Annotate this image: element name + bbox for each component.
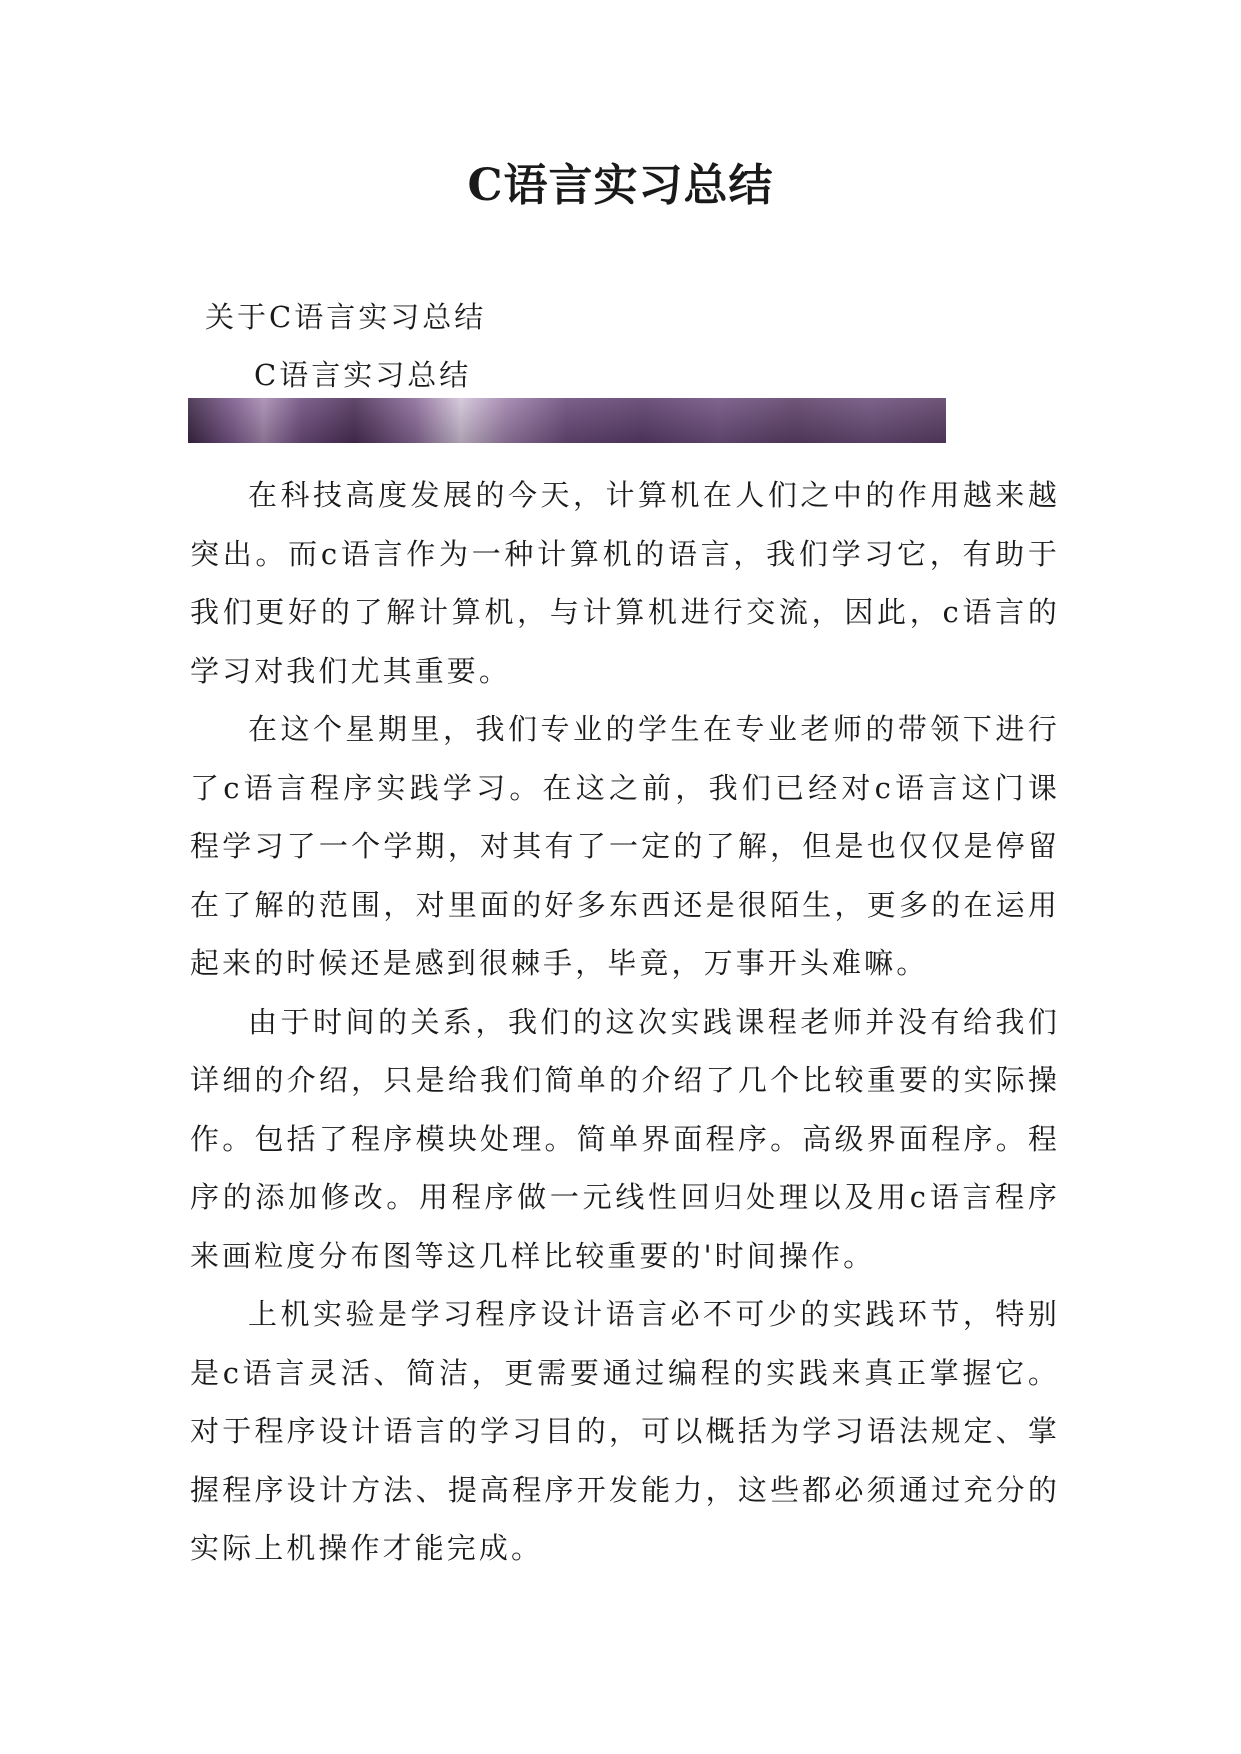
subheading-about: 关于C语言实习总结 [205,300,487,334]
document-title: C语言实习总结 [467,160,774,211]
paragraph: 由于时间的关系，我们的这次实践课程老师并没有给我们详细的介绍，只是给我们简单的介绍了几个比较重要的实际操作。包括了程序模块处理。简单界面程序。高级界面程序。程序的添加修改。用程序做一元线性回归处理以及用c语言程序来画粒度分布图等这几样比较重要的'时间操作。 [190,1004,1060,1273]
banner-image [188,398,946,443]
document-body [190,466,1060,1578]
banner-shade [188,398,946,443]
paragraph: 上机实验是学习程序设计语言必不可少的实践环节，特别是c语言灵活、简洁，更需要通过编程的实践来真正掌握它。对于程序设计语言的学习目的，可以概括为学习语法规定、掌握程序设计方法、提高程序开发能力，这些都必须通过充分的实际上机操作才能完成。 [190,1297,1060,1565]
subheading-summary: C语言实习总结 [254,358,472,392]
paragraph: 在这个星期里，我们专业的学生在专业老师的带领下进行了c语言程序实践学习。在这之前，我们已经对c语言这门课程学习了一个学期，对其有了一定的了解，但是也仅仅是停留在了解的范围，对里面的好多东西还是很陌生，更多的在运用起来的时候还是感到很棘手，毕竟，万事开头难嘛。 [190,712,1060,980]
paragraph: 在科技高度发展的今天，计算机在人们之中的作用越来越突出。而c语言作为一种计算机的语言，我们学习它，有助于我们更好的了解计算机，与计算机进行交流，因此，c语言的学习对我们尤其重要。 [190,478,1060,688]
